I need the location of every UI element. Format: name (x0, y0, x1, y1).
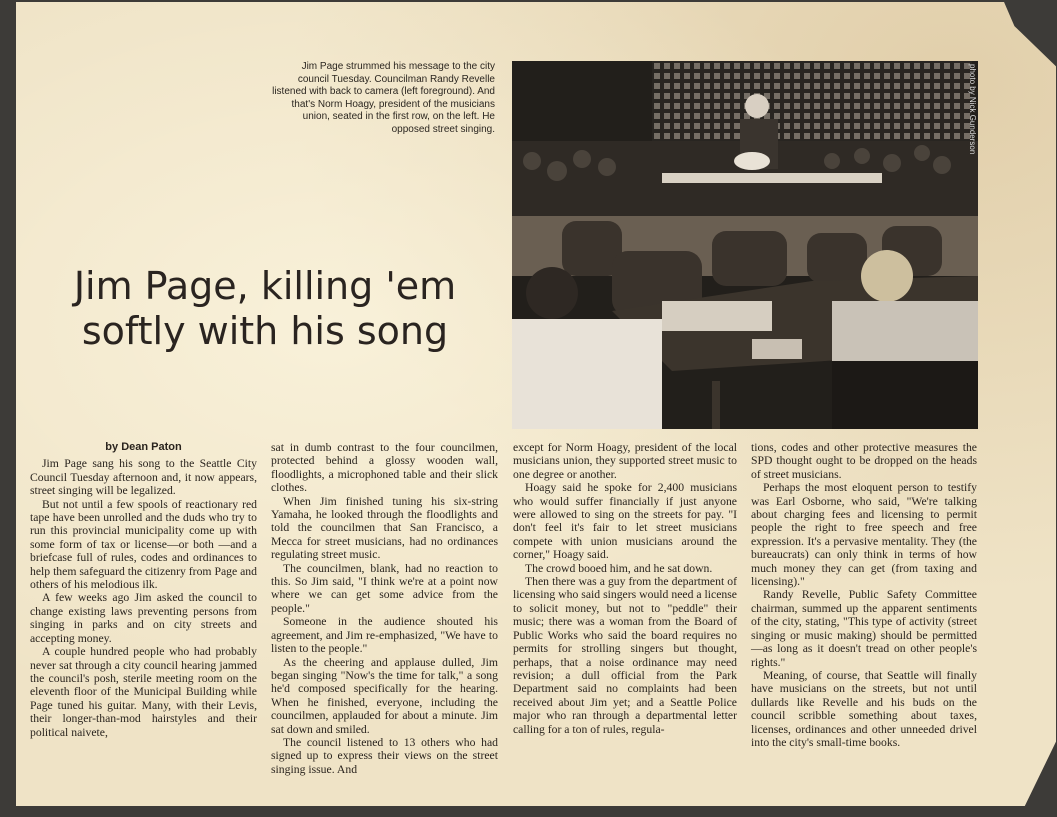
paragraph: But not until a few spools of reactionary red tape have been unrolled and the duds who try to run this provincial municipality come up with some form of tax or license—or both —and a briefcase full of rules, codes and ordinances to help them safeguard the citizenry from Page and others of his melodious ilk. (30, 497, 257, 592)
paragraph: The crowd booed him, and he sat down. (525, 561, 713, 575)
headline: Jim Page, killing 'em softly with his song (73, 264, 457, 353)
paragraph: A couple hundred people who had probably never sat through a city council hearing jammed the council's posh, sterile meeting room on the eleventh floor of the Municipal Building while Page tuned his guitar. Many, with their Levis, their longer-than-mod hairstyles and their political naivete, (30, 645, 257, 739)
paragraph: Jim Page sang his song to the Seattle City Council Tuesday afternoon and, it now appears, street singing will be legalized. (30, 457, 257, 498)
article-column-1 (30, 441, 257, 739)
paragraph: As the cheering and applause dulled, Jim began singing "Now's the time for talk," a song he'd composed specifically for the hearing. When he finished, everyone, including the councilmen, applauded for about a minute. Jim sat down and smiled. (271, 655, 498, 736)
paragraph: tions, codes and other protective measures the SPD thought ought to be dropped on the heads of street musicians. (751, 441, 977, 481)
paragraph: Hoagy said he spoke for 2,400 musicians who would suffer financially if just anyone were allowed to sing on the streets for pay. "I don't feel it's fair to let street musicians compete with union musicians around the corner," Hoagy said. (513, 481, 737, 562)
photo-caption: Jim Page strummed his message to the city council Tuesday. Councilman Randy Revelle listened with back to camera (left foreground). And that's Norm Hoagy, president of the musicians union, seated in the first row, on the left. He opposed street singing. (272, 61, 495, 135)
byline: by Dean Paton (105, 441, 182, 453)
paragraph: Meaning, of course, that Seattle will finally have musicians on the streets, but not until dullards like Revelle and his buds on the council scribble something about taxes, licenses, ordinances and other unneeded drivel into the city's small-time books. (751, 668, 977, 749)
paragraph: Then there was a guy from the department of licensing who said singers would need a license to solicit money, but not to "peddle" their music; there was a woman from the Board of Public Works who said the board requires no permits for strolling singers but thought, perhaps, that a noise ordinance may need revision; a dull official from the Park Department said no complaints had been received about Jim yet; and a Seattle Police major who ran through a departmental letter calling for a ton of rules, regula- (513, 575, 737, 736)
paragraph: Randy Revelle, Public Safety Committee chairman, summed up the apparent sentiments of the city, stating, "This type of activity (street singing or music making) should be permitted—as long as it doesn't tread on other people's rights." (751, 588, 977, 669)
council-hearing-photo (512, 61, 978, 429)
article-column-4 (751, 441, 977, 749)
paragraph: The council listened to 13 others who had signed up to express their views on the street singing issue. And (271, 735, 498, 776)
paragraph: Someone in the audience shouted his agreement, and Jim re-emphasized, "We have to listen to the people." (271, 615, 498, 656)
paragraph: except for Norm Hoagy, president of the local musicians union, they supported street music to one degree or another. (513, 441, 737, 481)
article-column-2 (271, 441, 498, 776)
photo-illustration (512, 61, 978, 429)
article-column-3 (513, 441, 737, 736)
paragraph: Perhaps the most eloquent person to testify was Earl Osborne, who said, "We're talking about charging fees and licensing to permit people the right to free speech and free expression. It's a pervasive mentality. They (the bureaucrats) can only think in terms of how much money they can get (from taxing and licensing)." (751, 481, 977, 589)
paragraph: The councilmen, blank, had no reaction to this. So Jim said, "I think we're at a point now where we can get some advice from the people." (271, 561, 498, 615)
paragraph: A few weeks ago Jim asked the council to change existing laws preventing persons from singing in parks and on city streets and accepting money. (30, 591, 257, 645)
paragraph: sat in dumb contrast to the four councilmen, protected behind a glossy wooden wall, floodlights, a microphoned table and their slick clothes. (271, 441, 498, 495)
paragraph: When Jim finished tuning his six-string Yamaha, he looked through the floodlights and told the councilmen that San Francisco, a Mecca for street musicians, had no ordinances regulating street music. (271, 494, 498, 562)
photo-credit: photo by Nick Gunderson (968, 64, 977, 155)
